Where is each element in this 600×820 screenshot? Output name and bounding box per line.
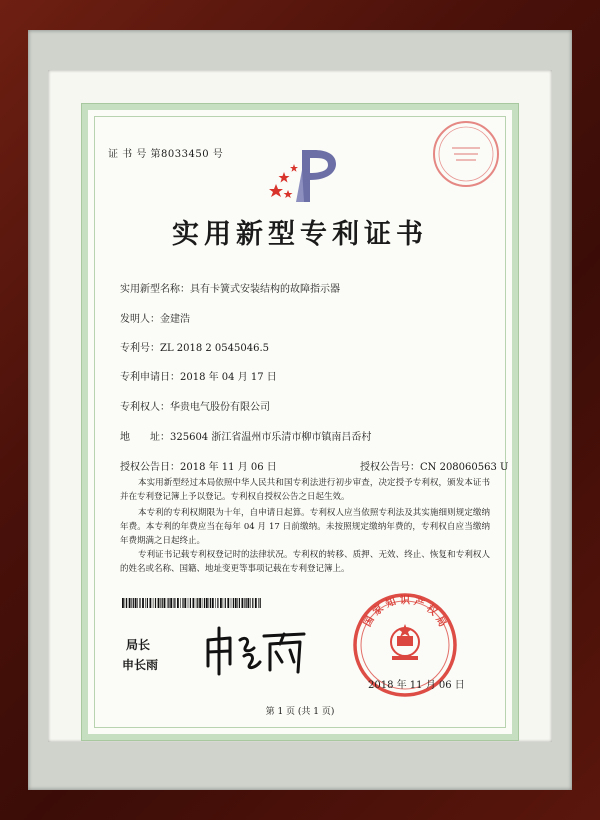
publication-number bbox=[360, 458, 508, 473]
paragraph-term: 本专利的专利权期限为十年，自申请日起算。专利权人应当依照专利法及其实施细则规定缴纳年费。本专利的年费应当在每年 04 月 17 日前缴纳。未按照规定缴纳年费的，专利权自应当缴纳年费期满之日起终止。 bbox=[120, 508, 490, 546]
paragraph-registry: 专利证书记载专利权登记时的法律状况。专利权的转移、质押、无效、终止、恢复和专利权人的姓名或名称、国籍、地址变更等事项记载在专利登记簿上。 bbox=[120, 550, 490, 574]
publication-date-label: 授权公告日： bbox=[120, 462, 180, 473]
patent-holder bbox=[120, 398, 270, 413]
paragraph-grant: 本实用新型经过本局依照中华人民共和国专利法进行初步审查，决定授予专利权，颁发本证书并在专利登记簿上予以登记。专利权自授权公告之日起生效。 bbox=[120, 478, 490, 502]
utility-model-name-value: 具有卡簧式安装结构的故障指示器 bbox=[190, 284, 340, 295]
address-value: 325604 浙江省温州市乐清市柳市镇南吕岙村 bbox=[170, 432, 372, 443]
small-red-seal-icon bbox=[430, 118, 502, 190]
svg-text:国 家 知 识 产 权 局: 国 家 知 识 产 权 局 bbox=[362, 595, 448, 629]
publication-number-label: 授权公告号： bbox=[360, 462, 420, 473]
filing-date-label: 专利申请日： bbox=[120, 372, 180, 383]
inventor-label: 发明人： bbox=[120, 314, 160, 325]
director-title: 局长 bbox=[126, 638, 151, 652]
seal-date: 2018 年 11 月 06 日 bbox=[368, 680, 465, 691]
publication-date bbox=[120, 458, 277, 473]
inventor-value: 金建浩 bbox=[160, 314, 190, 325]
utility-model-name bbox=[120, 280, 340, 295]
filing-date-value: 2018 年 04 月 17 日 bbox=[180, 372, 277, 383]
patent-holder-value: 华贵电气股份有限公司 bbox=[170, 402, 270, 413]
patent-number-label: 专利号： bbox=[120, 343, 160, 354]
patent-number-value: ZL 2018 2 0545046.5 bbox=[160, 343, 270, 354]
filing-date bbox=[120, 368, 277, 383]
address-label: 地 址： bbox=[120, 432, 170, 443]
patent-office-logo-icon bbox=[258, 140, 348, 210]
patent-number bbox=[120, 339, 269, 354]
address bbox=[120, 428, 371, 443]
patent-holder-label: 专利权人： bbox=[120, 402, 170, 413]
certificate-title: 实用新型专利证书 bbox=[172, 219, 428, 250]
director-signature-icon bbox=[200, 622, 310, 678]
publication-number-value: CN 208060563 U bbox=[420, 462, 509, 473]
page-number: 第 1 页 (共 1 页) bbox=[265, 707, 335, 717]
utility-model-name-label: 实用新型名称： bbox=[120, 284, 190, 295]
certificate-number: 证 书 号 第8033450 号 bbox=[108, 149, 224, 160]
inventor bbox=[120, 310, 190, 325]
publication-date-value: 2018 年 11 月 06 日 bbox=[180, 462, 277, 473]
barcode-icon bbox=[122, 598, 264, 608]
director-name: 申长雨 bbox=[122, 658, 159, 672]
